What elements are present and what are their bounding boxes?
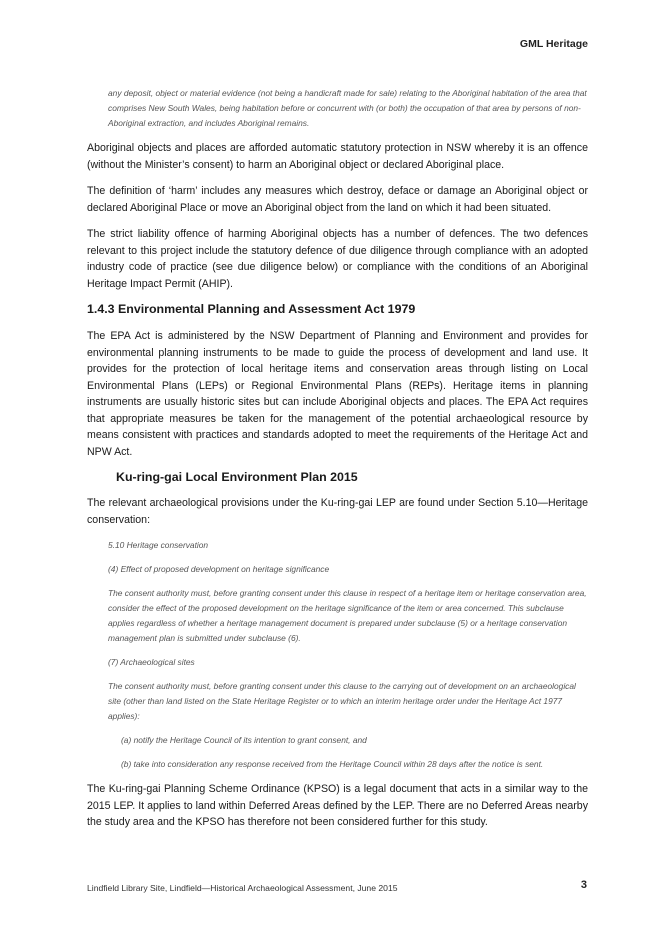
running-header: GML Heritage [519,38,588,50]
quote-subclause-4-title: (4) Effect of proposed development on heritage significance [108,564,330,574]
paragraph-strict-liability: The strict liability offence of harming Aboriginal objects has a number of defences. The two defences relevant to this project include the statutory defence of due diligence through compliance with an adopted industry code of practice (see due diligence below) or compliance with the conditions of an Aboriginal Heritage Impact Permit (AHIP). [87,228,588,290]
paragraph-statutory-protection: Aboriginal objects and places are afforded automatic statutory protection in NSW whereby it is an offence (without the Minister’s consent) to harm an Aboriginal object or declared Aboriginal place. [87,142,588,171]
definition-quote: any deposit, object or material evidence (not being a handicraft made for sale) relating to the Aboriginal habitation of the area that comprises New South Wales, being habitation before or concurrent with (or both) the occupation of that area by persons of non-Aboriginal extraction, and includes Aboriginal remains. [108,88,587,128]
section-heading-epa-act: 1.4.3 Environmental Planning and Assessment Act 1979 [87,302,416,316]
page-number: 3 [580,879,587,891]
paragraph-definition-of-harm: The definition of ‘harm’ includes any measures which destroy, deface or damage an Aboriginal object or declared Aboriginal Place or move an Aboriginal object from the land on which it had been situated. [87,185,588,214]
quote-subclause-4-text: The consent authority must, before granting consent under this clause in respect of a heritage item or heritage conservation area, consider the effect of the proposed development on the heritage significance of the item or area concerned. This subclause applies regardless of whether a heritage management document is prepared under subclause (5) or a heritage conservation management plan is submitted under subclause (6). [108,588,587,643]
quote-subclause-7-text: The consent authority must, before granting consent under this clause to the carrying out of development on an archaeological site (other than land listed on the State Heritage Register or to which an interim heritage order under the Heritage Act 1977 applies): [108,681,576,721]
paragraph-lep-intro: The relevant archaeological provisions under the Ku-ring-gai LEP are found under Section 5.10—Heritage conservation: [87,497,588,526]
quote-subclause-7-title: (7) Archaeological sites [108,657,195,667]
quote-item-a: (a) notify the Heritage Council of its intention to grant consent, and [121,735,367,745]
page-content [87,86,588,841]
lep-quote-block [108,538,588,772]
page-footer: Lindfield Library Site, Lindfield—Historical Archaeological Assessment, June 2015 [87,883,398,893]
paragraph-kpso: The Ku-ring-gai Planning Scheme Ordinance (KPSO) is a legal document that acts in a similar way to the 2015 LEP. It applies to land within Deferred Areas defined by the LEP. There are no Deferred Areas nearby the study area and the KPSO has therefore not been considered further for this study. [87,783,588,828]
quote-item-b: (b) take into consideration any response received from the Heritage Council within 28 days after the notice is sent. [121,759,544,769]
paragraph-epa-act: The EPA Act is administered by the NSW Department of Planning and Environment and provides for environmental planning instruments to be made to guide the process of development and land use. It provides for the protection of local heritage items and conservation areas through listing on Local Environmental Plans (LEPs) or Regional Environmental Plans (REPs). Heritage items in planning instruments are usually historic sites but can include Aboriginal objects and places. The EPA Act requires that appropriate measures be taken for the management of the potential archaeological resource by means consistent with practices and standards adopted to meet the requirements of the Heritage Act and NPW Act. [87,330,588,458]
section-heading-lep: Ku-ring-gai Local Environment Plan 2015 [116,470,358,484]
quote-clause-title: 5.10 Heritage conservation [108,540,209,550]
